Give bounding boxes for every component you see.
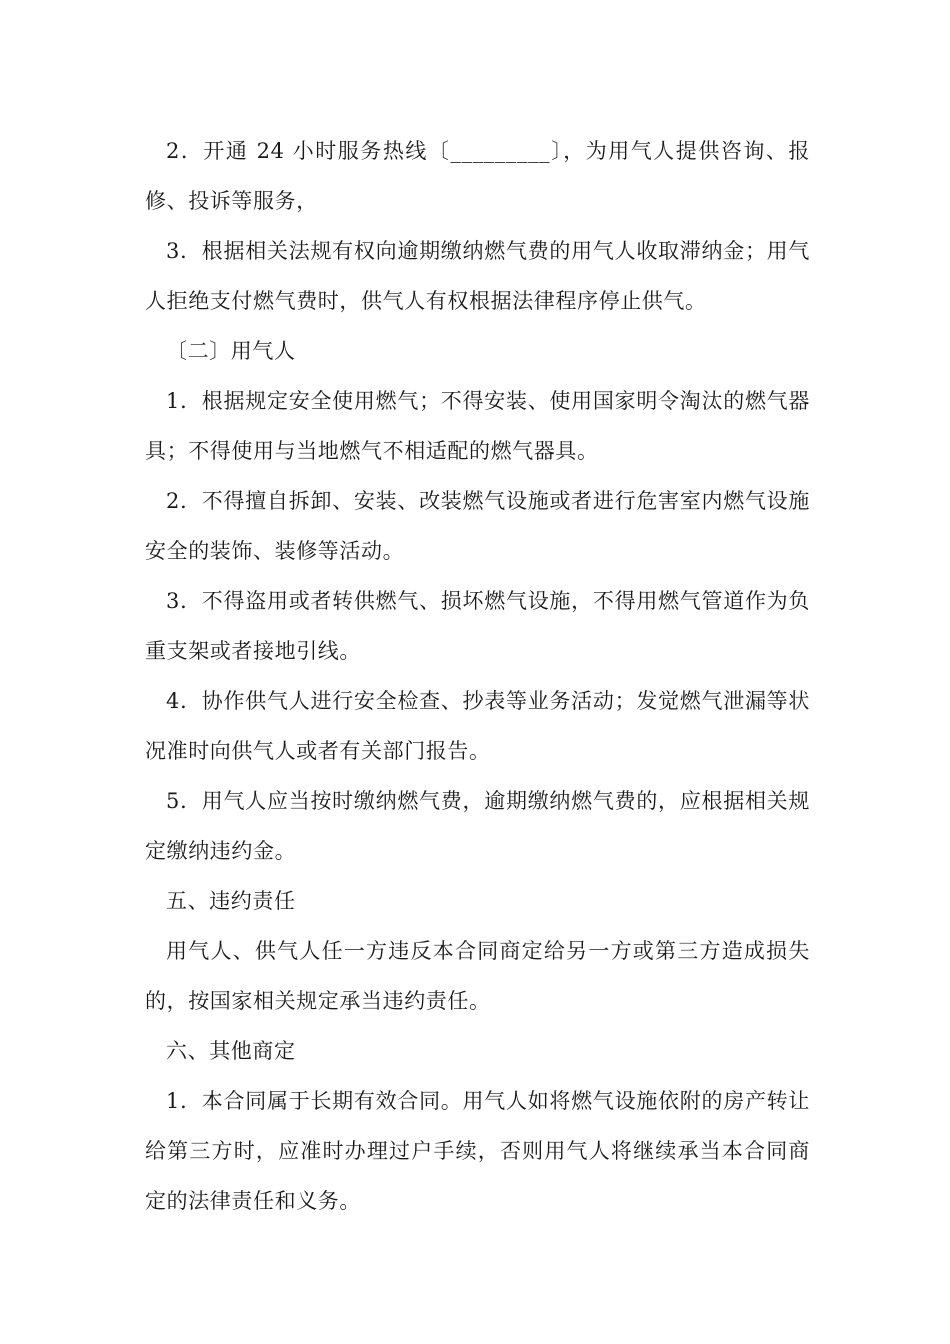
user-clause-1: 1．根据规定安全使用燃气；不得安装、使用国家明令淘汰的燃气器具；不得使用与当地燃气不相适配的燃气器具。 xyxy=(145,389,810,463)
user-clause-4: 4．协作供气人进行安全检查、抄表等业务活动；发觉燃气泄漏等状况准时向供气人或者有关部门报告。 xyxy=(145,689,810,763)
user-clause-5: 5．用气人应当按时缴纳燃气费，逾期缴纳燃气费的，应根据相关规定缴纳违约金。 xyxy=(145,789,810,863)
liability-clause: 用气人、供气人任一方违反本合同商定给另一方或第三方造成损失的，按国家相关规定承当违约责任。 xyxy=(145,939,810,1013)
clause-2-hotline: 2．开通 24 小时服务热线〔_________〕，为用气人提供咨询、报修、投诉等服务， xyxy=(145,139,810,213)
document-body xyxy=(145,126,810,1226)
other-clause-1: 1．本合同属于长期有效合同。用气人如将燃气设施依附的房产转让给第三方时，应准时办理过户手续，否则用气人将继续承当本合同商定的法律责任和义务。 xyxy=(145,1089,810,1213)
section-heading-liability: 五、违约责任 xyxy=(166,889,296,913)
section-heading-user: 〔二〕用气人 xyxy=(166,339,296,363)
section-heading-other: 六、其他商定 xyxy=(166,1039,296,1063)
user-clause-2: 2．不得擅自拆卸、安装、改装燃气设施或者进行危害室内燃气设施安全的装饰、装修等活动。 xyxy=(145,489,810,563)
user-clause-3: 3．不得盗用或者转供燃气、损坏燃气设施，不得用燃气管道作为负重支架或者接地引线。 xyxy=(145,589,810,663)
clause-3-late-fee: 3．根据相关法规有权向逾期缴纳燃气费的用气人收取滞纳金；用气人拒绝支付燃气费时，供气人有权根据法律程序停止供气。 xyxy=(145,239,810,313)
